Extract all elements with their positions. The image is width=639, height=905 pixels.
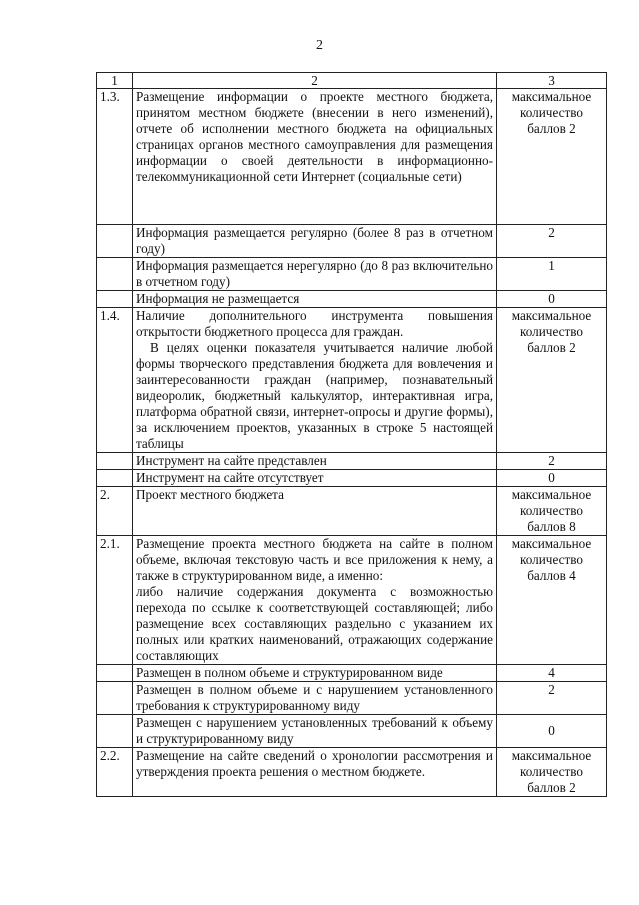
score-value: 1 bbox=[497, 258, 607, 291]
criterion-text: Проект местного бюджета bbox=[133, 487, 497, 536]
score-value: 2 bbox=[497, 682, 607, 715]
criteria-table bbox=[96, 72, 607, 797]
table-row bbox=[97, 536, 607, 665]
criterion-text: Размещен с нарушением установленных требований к объему и структурированному виду bbox=[133, 715, 497, 748]
table-header-row bbox=[97, 73, 607, 89]
table-row bbox=[97, 453, 607, 470]
table-row bbox=[97, 470, 607, 487]
criterion-text bbox=[133, 536, 497, 665]
table-row bbox=[97, 682, 607, 715]
row-number bbox=[97, 291, 133, 308]
table-row bbox=[97, 748, 607, 797]
score-value: 4 bbox=[497, 665, 607, 682]
page-number: 2 bbox=[316, 38, 323, 53]
criterion-text: Информация размещается нерегулярно (до 8 раз включительно в отчетном году) bbox=[133, 258, 497, 291]
table-row bbox=[97, 308, 607, 453]
criterion-text: Информация не размещается bbox=[133, 291, 497, 308]
table-row bbox=[97, 258, 607, 291]
table-row bbox=[97, 291, 607, 308]
row-number bbox=[97, 258, 133, 291]
row-number bbox=[97, 453, 133, 470]
criterion-text: Размещение информации о проекте местного бюджета, принятом местном бюджете (внесении в него изменений), отчете об исполнении местного бюджета на официальных страницах органов местного самоуправления для размещения информации о своей деятельности в информационно-телекоммуникационной сети Интернет (социальные сети) bbox=[133, 89, 497, 225]
table-row bbox=[97, 89, 607, 225]
max-score: максимальное количество баллов 2 bbox=[497, 89, 607, 225]
table-row bbox=[97, 487, 607, 536]
header-col-2: 2 bbox=[133, 73, 497, 89]
row-number: 1.4. bbox=[97, 308, 133, 453]
criterion-text: Инструмент на сайте представлен bbox=[133, 453, 497, 470]
table-row bbox=[97, 665, 607, 682]
max-score: максимальное количество баллов 4 bbox=[497, 536, 607, 665]
row-number: 2.2. bbox=[97, 748, 133, 797]
criterion-text: Размещен в полном объеме и с нарушением установленного требования к структурированному виду bbox=[133, 682, 497, 715]
max-score: максимальное количество баллов 8 bbox=[497, 487, 607, 536]
table-row bbox=[97, 715, 607, 748]
row-number bbox=[97, 470, 133, 487]
row-number bbox=[97, 225, 133, 258]
score-value: 0 bbox=[497, 470, 607, 487]
row-number bbox=[97, 715, 133, 748]
score-value: 2 bbox=[497, 225, 607, 258]
max-score: максимальное количество баллов 2 bbox=[497, 308, 607, 453]
score-value: 0 bbox=[497, 291, 607, 308]
row-number: 1.3. bbox=[97, 89, 133, 225]
table-row bbox=[97, 225, 607, 258]
criterion-paragraph: В целях оценки показателя учитывается наличие любой формы творческого представления бюджета для вовлечения и заинтересованности граждан (например, познавательный видеоролик, бюджетный калькулятор, интерактивная игра, платформа обратной связи, интернет-опросы и другие формы), за исключением проектов, указанных в строке 5 настоящей таблицы bbox=[136, 340, 493, 451]
header-col-3: 3 bbox=[497, 73, 607, 89]
row-number bbox=[97, 665, 133, 682]
max-score: максимальное количество баллов 2 bbox=[497, 748, 607, 797]
criterion-text: Информация размещается регулярно (более 8 раз в отчетном году) bbox=[133, 225, 497, 258]
criterion-text: Размещение на сайте сведений о хронологии рассмотрения и утверждения проекта решения о местном бюджете. bbox=[133, 748, 497, 797]
criterion-text: Размещен в полном объеме и структурированном виде bbox=[133, 665, 497, 682]
criterion-paragraph: Размещение проекта местного бюджета на сайте в полном объеме, включая текстовую часть и все приложения к нему, а также в структурированном виде, а именно: bbox=[136, 536, 493, 583]
score-value: 0 bbox=[497, 715, 607, 748]
row-number bbox=[97, 682, 133, 715]
header-col-1: 1 bbox=[97, 73, 133, 89]
row-number: 2.1. bbox=[97, 536, 133, 665]
row-number: 2. bbox=[97, 487, 133, 536]
score-value: 2 bbox=[497, 453, 607, 470]
criterion-paragraph: либо наличие содержания документа с возможностью перехода по ссылке к соответствующей составляющей; либо размещение всех составляющих раздельно с указанием их полных или кратких наименований, отражающих содержание составляющих bbox=[136, 584, 493, 663]
criterion-paragraph: Наличие дополнительного инструмента повышения открытости бюджетного процесса для граждан. bbox=[136, 308, 493, 339]
criterion-text bbox=[133, 308, 497, 453]
criterion-text: Инструмент на сайте отсутствует bbox=[133, 470, 497, 487]
